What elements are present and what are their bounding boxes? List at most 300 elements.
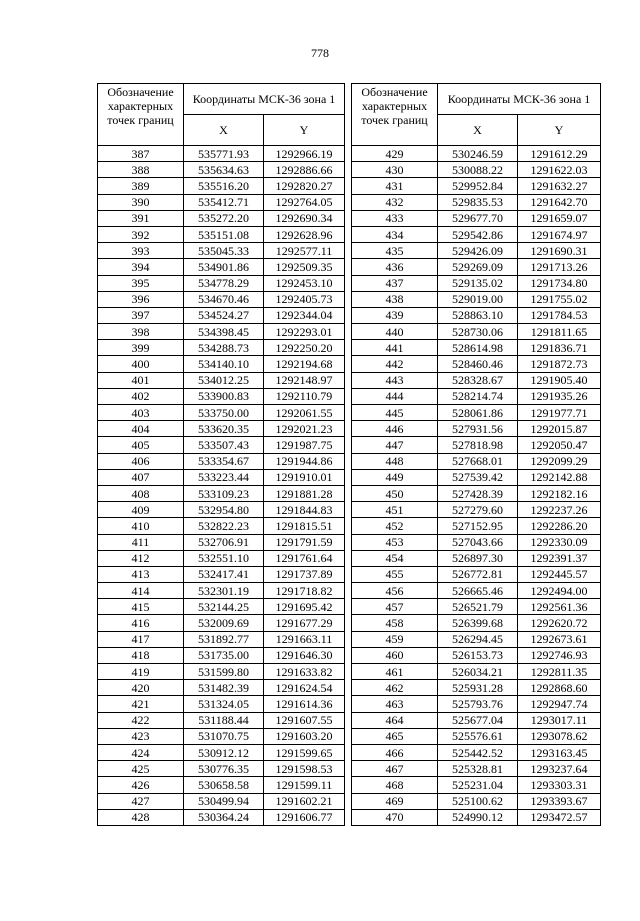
- y-coordinate-cell: 1292494.00: [518, 583, 601, 599]
- y-coordinate-cell: 1292250.20: [264, 340, 345, 356]
- point-number-cell: 451: [352, 502, 438, 518]
- table-row: [98, 372, 345, 388]
- y-coordinate-cell: 1292142.88: [518, 469, 601, 485]
- table-row: [98, 324, 345, 340]
- table-row: [352, 388, 601, 404]
- point-number-cell: 459: [352, 631, 438, 647]
- table-row: [98, 162, 345, 178]
- point-number-cell: 419: [98, 664, 184, 680]
- point-number-cell: 415: [98, 599, 184, 615]
- y-coordinate-cell: 1291881.28: [264, 485, 345, 501]
- x-coordinate-cell: 532144.25: [184, 599, 264, 615]
- y-coordinate-cell: 1291606.77: [264, 809, 345, 825]
- table-row: [352, 340, 601, 356]
- y-coordinate-cell: 1292577.11: [264, 243, 345, 259]
- y-coordinate-cell: 1292764.05: [264, 194, 345, 210]
- table-row: [352, 226, 601, 242]
- table-row: [98, 340, 345, 356]
- table-row: [352, 615, 601, 631]
- x-coordinate-cell: 532551.10: [184, 550, 264, 566]
- header-coordinates-group: Координаты МСК-36 зона 1: [438, 84, 601, 115]
- header-y: Y: [264, 115, 345, 146]
- x-coordinate-cell: 528214.74: [438, 388, 518, 404]
- x-coordinate-cell: 531735.00: [184, 647, 264, 663]
- point-number-cell: 442: [352, 356, 438, 372]
- y-coordinate-cell: 1293017.11: [518, 712, 601, 728]
- y-coordinate-cell: 1291944.86: [264, 453, 345, 469]
- table-row: [98, 728, 345, 744]
- point-number-cell: 400: [98, 356, 184, 372]
- y-coordinate-cell: 1291987.75: [264, 437, 345, 453]
- header-coordinates-group: Координаты МСК-36 зона 1: [184, 84, 345, 115]
- y-coordinate-cell: 1291646.30: [264, 647, 345, 663]
- point-number-cell: 414: [98, 583, 184, 599]
- x-coordinate-cell: 530776.35: [184, 761, 264, 777]
- point-number-cell: 422: [98, 712, 184, 728]
- table-row: [98, 583, 345, 599]
- y-coordinate-cell: 1291905.40: [518, 372, 601, 388]
- point-number-cell: 425: [98, 761, 184, 777]
- y-coordinate-cell: 1292182.16: [518, 485, 601, 501]
- x-coordinate-cell: 530364.24: [184, 809, 264, 825]
- y-coordinate-cell: 1291612.29: [518, 146, 601, 162]
- point-number-cell: 446: [352, 421, 438, 437]
- y-coordinate-cell: 1291872.73: [518, 356, 601, 372]
- table-row: [98, 453, 345, 469]
- table-row: [98, 388, 345, 404]
- y-coordinate-cell: 1291935.26: [518, 388, 601, 404]
- x-coordinate-cell: 527043.66: [438, 534, 518, 550]
- x-coordinate-cell: 535151.08: [184, 226, 264, 242]
- point-number-cell: 410: [98, 518, 184, 534]
- point-number-cell: 395: [98, 275, 184, 291]
- point-number-cell: 402: [98, 388, 184, 404]
- table-row: [352, 518, 601, 534]
- x-coordinate-cell: 532706.91: [184, 534, 264, 550]
- table-row: [352, 291, 601, 307]
- y-coordinate-cell: 1291811.65: [518, 324, 601, 340]
- point-number-cell: 453: [352, 534, 438, 550]
- point-number-cell: 405: [98, 437, 184, 453]
- table-row: [98, 291, 345, 307]
- x-coordinate-cell: 533750.00: [184, 405, 264, 421]
- point-number-cell: 447: [352, 437, 438, 453]
- point-number-cell: 466: [352, 744, 438, 760]
- point-number-cell: 432: [352, 194, 438, 210]
- y-coordinate-cell: 1292746.93: [518, 647, 601, 663]
- x-coordinate-cell: 530499.94: [184, 793, 264, 809]
- point-number-cell: 387: [98, 146, 184, 162]
- x-coordinate-cell: 525328.81: [438, 761, 518, 777]
- x-coordinate-cell: 534670.46: [184, 291, 264, 307]
- y-coordinate-cell: 1291761.64: [264, 550, 345, 566]
- table-row: [98, 534, 345, 550]
- x-coordinate-cell: 529542.86: [438, 226, 518, 242]
- table-row: [98, 793, 345, 809]
- point-number-cell: 464: [352, 712, 438, 728]
- point-number-cell: 449: [352, 469, 438, 485]
- y-coordinate-cell: 1292868.60: [518, 680, 601, 696]
- table-row: [98, 599, 345, 615]
- table-row: [98, 664, 345, 680]
- x-coordinate-cell: 534012.25: [184, 372, 264, 388]
- y-coordinate-cell: 1291784.53: [518, 307, 601, 323]
- x-coordinate-cell: 534288.73: [184, 340, 264, 356]
- point-number-cell: 412: [98, 550, 184, 566]
- table-row: [98, 194, 345, 210]
- point-number-cell: 392: [98, 226, 184, 242]
- table-row: [98, 307, 345, 323]
- x-coordinate-cell: 529426.09: [438, 243, 518, 259]
- table-row: [352, 631, 601, 647]
- y-coordinate-cell: 1292811.35: [518, 664, 601, 680]
- x-coordinate-cell: 529835.53: [438, 194, 518, 210]
- table-row: [352, 162, 601, 178]
- point-number-cell: 468: [352, 777, 438, 793]
- y-coordinate-cell: 1291663.11: [264, 631, 345, 647]
- y-coordinate-cell: 1291695.42: [264, 599, 345, 615]
- table-row: [98, 631, 345, 647]
- y-coordinate-cell: 1292148.97: [264, 372, 345, 388]
- point-number-cell: 437: [352, 275, 438, 291]
- x-coordinate-cell: 531070.75: [184, 728, 264, 744]
- point-number-cell: 467: [352, 761, 438, 777]
- point-number-cell: 413: [98, 566, 184, 582]
- y-coordinate-cell: 1291624.54: [264, 680, 345, 696]
- x-coordinate-cell: 526665.46: [438, 583, 518, 599]
- point-number-cell: 418: [98, 647, 184, 663]
- y-coordinate-cell: 1292628.96: [264, 226, 345, 242]
- point-number-cell: 421: [98, 696, 184, 712]
- header-point-designation: Обозначение характерных точек границ: [352, 84, 438, 146]
- x-coordinate-cell: 528328.67: [438, 372, 518, 388]
- x-coordinate-cell: 533109.23: [184, 485, 264, 501]
- y-coordinate-cell: 1293472.57: [518, 809, 601, 825]
- table-row: [352, 566, 601, 582]
- table-row: [98, 550, 345, 566]
- point-number-cell: 420: [98, 680, 184, 696]
- point-number-cell: 454: [352, 550, 438, 566]
- x-coordinate-cell: 534524.27: [184, 307, 264, 323]
- point-number-cell: 441: [352, 340, 438, 356]
- y-coordinate-cell: 1292110.79: [264, 388, 345, 404]
- table-row: [98, 437, 345, 453]
- y-coordinate-cell: 1291607.55: [264, 712, 345, 728]
- header-y: Y: [518, 115, 601, 146]
- y-coordinate-cell: 1292237.26: [518, 502, 601, 518]
- point-number-cell: 388: [98, 162, 184, 178]
- point-number-cell: 461: [352, 664, 438, 680]
- table-row: [98, 226, 345, 242]
- table-row: [352, 696, 601, 712]
- point-number-cell: 460: [352, 647, 438, 663]
- table-row: [352, 680, 601, 696]
- point-number-cell: 470: [352, 809, 438, 825]
- x-coordinate-cell: 531599.80: [184, 664, 264, 680]
- table-row: [352, 728, 601, 744]
- y-coordinate-cell: 1292391.37: [518, 550, 601, 566]
- x-coordinate-cell: 525100.62: [438, 793, 518, 809]
- table-row: [352, 761, 601, 777]
- point-number-cell: 456: [352, 583, 438, 599]
- table-row: [352, 307, 601, 323]
- table-row: [98, 566, 345, 582]
- point-number-cell: 448: [352, 453, 438, 469]
- x-coordinate-cell: 527668.01: [438, 453, 518, 469]
- x-coordinate-cell: 528863.10: [438, 307, 518, 323]
- point-number-cell: 444: [352, 388, 438, 404]
- x-coordinate-cell: 526294.45: [438, 631, 518, 647]
- x-coordinate-cell: 530246.59: [438, 146, 518, 162]
- header-x: X: [184, 115, 264, 146]
- point-number-cell: 401: [98, 372, 184, 388]
- point-number-cell: 463: [352, 696, 438, 712]
- table-row: [98, 178, 345, 194]
- table-row: [352, 744, 601, 760]
- table-row: [98, 696, 345, 712]
- table-row: [352, 599, 601, 615]
- table-row: [98, 615, 345, 631]
- y-coordinate-cell: 1291642.70: [518, 194, 601, 210]
- point-number-cell: 436: [352, 259, 438, 275]
- table-row: [352, 793, 601, 809]
- point-number-cell: 416: [98, 615, 184, 631]
- header-point-designation: Обозначение характерных точек границ: [98, 84, 184, 146]
- point-number-cell: 406: [98, 453, 184, 469]
- header-x: X: [438, 115, 518, 146]
- y-coordinate-cell: 1291674.97: [518, 226, 601, 242]
- y-coordinate-cell: 1292690.34: [264, 210, 345, 226]
- point-number-cell: 440: [352, 324, 438, 340]
- x-coordinate-cell: 531892.77: [184, 631, 264, 647]
- table-row: [352, 243, 601, 259]
- table-row: [352, 405, 601, 421]
- page-number: 778: [311, 46, 329, 60]
- x-coordinate-cell: 527152.95: [438, 518, 518, 534]
- y-coordinate-cell: 1291791.59: [264, 534, 345, 550]
- y-coordinate-cell: 1292061.55: [264, 405, 345, 421]
- point-number-cell: 390: [98, 194, 184, 210]
- y-coordinate-cell: 1292286.20: [518, 518, 601, 534]
- point-number-cell: 431: [352, 178, 438, 194]
- table-row: [98, 680, 345, 696]
- table-row: [98, 210, 345, 226]
- point-number-cell: 458: [352, 615, 438, 631]
- y-coordinate-cell: 1292050.47: [518, 437, 601, 453]
- y-coordinate-cell: 1292405.73: [264, 291, 345, 307]
- y-coordinate-cell: 1292673.61: [518, 631, 601, 647]
- y-coordinate-cell: 1292194.68: [264, 356, 345, 372]
- point-number-cell: 411: [98, 534, 184, 550]
- x-coordinate-cell: 532417.41: [184, 566, 264, 582]
- x-coordinate-cell: 528614.98: [438, 340, 518, 356]
- x-coordinate-cell: 525677.04: [438, 712, 518, 728]
- table-row: [352, 453, 601, 469]
- x-coordinate-cell: 525931.28: [438, 680, 518, 696]
- table-row: [352, 485, 601, 501]
- x-coordinate-cell: 529677.70: [438, 210, 518, 226]
- point-number-cell: 391: [98, 210, 184, 226]
- y-coordinate-cell: 1292947.74: [518, 696, 601, 712]
- point-number-cell: 452: [352, 518, 438, 534]
- point-number-cell: 455: [352, 566, 438, 582]
- table-row: [98, 275, 345, 291]
- table-row: [98, 518, 345, 534]
- table-row: [98, 243, 345, 259]
- x-coordinate-cell: 532954.80: [184, 502, 264, 518]
- x-coordinate-cell: 529269.09: [438, 259, 518, 275]
- table-row: [98, 146, 345, 162]
- x-coordinate-cell: 535412.71: [184, 194, 264, 210]
- x-coordinate-cell: 533354.67: [184, 453, 264, 469]
- y-coordinate-cell: 1291622.03: [518, 162, 601, 178]
- y-coordinate-cell: 1291713.26: [518, 259, 601, 275]
- y-coordinate-cell: 1291603.20: [264, 728, 345, 744]
- x-coordinate-cell: 532009.69: [184, 615, 264, 631]
- y-coordinate-cell: 1291599.11: [264, 777, 345, 793]
- y-coordinate-cell: 1291718.82: [264, 583, 345, 599]
- table-row: [98, 809, 345, 825]
- y-coordinate-cell: 1292966.19: [264, 146, 345, 162]
- point-number-cell: 404: [98, 421, 184, 437]
- table-row: [352, 324, 601, 340]
- table-row: [98, 259, 345, 275]
- y-coordinate-cell: 1292453.10: [264, 275, 345, 291]
- table-row: [98, 777, 345, 793]
- x-coordinate-cell: 526153.73: [438, 647, 518, 663]
- point-number-cell: 396: [98, 291, 184, 307]
- table-row: [352, 534, 601, 550]
- x-coordinate-cell: 528730.06: [438, 324, 518, 340]
- y-coordinate-cell: 1291755.02: [518, 291, 601, 307]
- y-coordinate-cell: 1292445.57: [518, 566, 601, 582]
- x-coordinate-cell: 534901.86: [184, 259, 264, 275]
- table-row: [352, 777, 601, 793]
- table-row: [98, 485, 345, 501]
- x-coordinate-cell: 533620.35: [184, 421, 264, 437]
- point-number-cell: 429: [352, 146, 438, 162]
- x-coordinate-cell: 529135.02: [438, 275, 518, 291]
- y-coordinate-cell: 1292509.35: [264, 259, 345, 275]
- point-number-cell: 393: [98, 243, 184, 259]
- point-number-cell: 389: [98, 178, 184, 194]
- x-coordinate-cell: 532822.23: [184, 518, 264, 534]
- y-coordinate-cell: 1291614.36: [264, 696, 345, 712]
- table-body-right: [352, 146, 601, 826]
- x-coordinate-cell: 535272.20: [184, 210, 264, 226]
- table-row: [352, 469, 601, 485]
- x-coordinate-cell: 526521.79: [438, 599, 518, 615]
- x-coordinate-cell: 528061.86: [438, 405, 518, 421]
- x-coordinate-cell: 525442.52: [438, 744, 518, 760]
- table-row: [352, 550, 601, 566]
- y-coordinate-cell: 1292561.36: [518, 599, 601, 615]
- y-coordinate-cell: 1292099.29: [518, 453, 601, 469]
- point-number-cell: 397: [98, 307, 184, 323]
- y-coordinate-cell: 1291737.89: [264, 566, 345, 582]
- y-coordinate-cell: 1291599.65: [264, 744, 345, 760]
- point-number-cell: 469: [352, 793, 438, 809]
- point-number-cell: 435: [352, 243, 438, 259]
- table-row: [352, 809, 601, 825]
- x-coordinate-cell: 529952.84: [438, 178, 518, 194]
- table-row: [352, 178, 601, 194]
- point-number-cell: 408: [98, 485, 184, 501]
- table-row: [352, 259, 601, 275]
- point-number-cell: 438: [352, 291, 438, 307]
- table-row: [98, 647, 345, 663]
- point-number-cell: 394: [98, 259, 184, 275]
- point-number-cell: 450: [352, 485, 438, 501]
- x-coordinate-cell: 530912.12: [184, 744, 264, 760]
- x-coordinate-cell: 535634.63: [184, 162, 264, 178]
- table-body-left: [98, 146, 345, 826]
- table-row: [98, 761, 345, 777]
- y-coordinate-cell: 1291632.27: [518, 178, 601, 194]
- point-number-cell: 457: [352, 599, 438, 615]
- y-coordinate-cell: 1291598.53: [264, 761, 345, 777]
- y-coordinate-cell: 1293303.31: [518, 777, 601, 793]
- table-row: [352, 502, 601, 518]
- x-coordinate-cell: 527539.42: [438, 469, 518, 485]
- coordinates-table-left: [97, 83, 345, 826]
- x-coordinate-cell: 534778.29: [184, 275, 264, 291]
- table-row: [352, 372, 601, 388]
- y-coordinate-cell: 1292820.27: [264, 178, 345, 194]
- y-coordinate-cell: 1292293.01: [264, 324, 345, 340]
- point-number-cell: 428: [98, 809, 184, 825]
- x-coordinate-cell: 525231.04: [438, 777, 518, 793]
- x-coordinate-cell: 533223.44: [184, 469, 264, 485]
- x-coordinate-cell: 530658.58: [184, 777, 264, 793]
- table-row: [98, 356, 345, 372]
- point-number-cell: 399: [98, 340, 184, 356]
- x-coordinate-cell: 529019.00: [438, 291, 518, 307]
- table-row: [352, 421, 601, 437]
- x-coordinate-cell: 528460.46: [438, 356, 518, 372]
- x-coordinate-cell: 535516.20: [184, 178, 264, 194]
- table-row: [98, 421, 345, 437]
- table-row: [98, 712, 345, 728]
- table-row: [352, 194, 601, 210]
- y-coordinate-cell: 1291659.07: [518, 210, 601, 226]
- table-row: [98, 469, 345, 485]
- y-coordinate-cell: 1293237.64: [518, 761, 601, 777]
- x-coordinate-cell: 526897.30: [438, 550, 518, 566]
- x-coordinate-cell: 530088.22: [438, 162, 518, 178]
- point-number-cell: 409: [98, 502, 184, 518]
- table-row: [352, 146, 601, 162]
- point-number-cell: 427: [98, 793, 184, 809]
- x-coordinate-cell: 525576.61: [438, 728, 518, 744]
- x-coordinate-cell: 534398.45: [184, 324, 264, 340]
- table-row: [352, 437, 601, 453]
- table-row: [352, 356, 601, 372]
- table-row: [98, 744, 345, 760]
- x-coordinate-cell: 531482.39: [184, 680, 264, 696]
- table-row: [352, 275, 601, 291]
- x-coordinate-cell: 526399.68: [438, 615, 518, 631]
- table-row: [98, 502, 345, 518]
- y-coordinate-cell: 1291977.71: [518, 405, 601, 421]
- point-number-cell: 434: [352, 226, 438, 242]
- point-number-cell: 424: [98, 744, 184, 760]
- point-number-cell: 423: [98, 728, 184, 744]
- x-coordinate-cell: 533507.43: [184, 437, 264, 453]
- y-coordinate-cell: 1293078.62: [518, 728, 601, 744]
- x-coordinate-cell: 527818.98: [438, 437, 518, 453]
- x-coordinate-cell: 527279.60: [438, 502, 518, 518]
